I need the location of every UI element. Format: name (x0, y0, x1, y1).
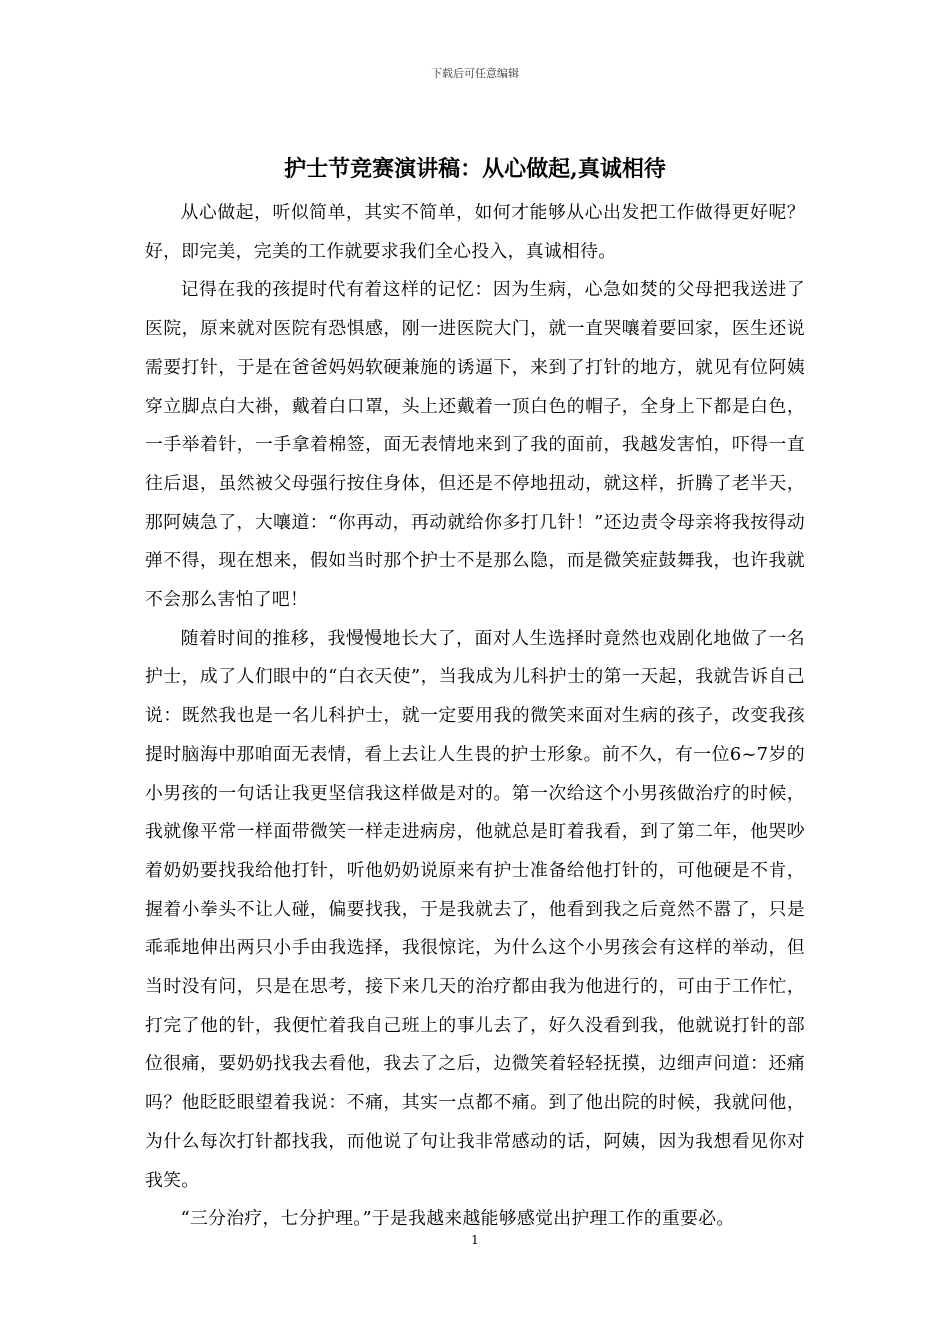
document-title: 护士节竞赛演讲稿：从心做起,真诚相待 (284, 156, 666, 182)
paragraph-4: “三分治疗，七分护理。”于是我越来越能够感觉出护理工作的重要必。 (180, 1208, 735, 1230)
page-header: 下载后可任意编辑 (431, 67, 519, 80)
paragraph-1: 从心做起，听似简单，其实不简单，如何才能够从心出发把工作做得更好呢？好，即完美，完美的工作就要求我们全心投入，真诚相待。 (145, 202, 805, 262)
page-number: 1 (471, 1233, 479, 1247)
document-body (145, 194, 805, 1239)
paragraph-3: 随着时间的推移，我慢慢地长大了，面对人生选择时竟然也戏剧化地做了一名护士，成了人们眼中的“白衣天使”，当我成为儿科护士的第一天起，我就告诉自己说：既然我也是一名儿科护士，就一定要用我的微笑来面对生病的孩子，改变我孩提时脑海中那咱面无表情，看上去让人生畏的护士形象。前不久，有一位6~7岁的小男孩的一句话让我更坚信我这样做是对的。第一次给这个小男孩做治疗的时候，我就像平常一样面带微笑一样走进病房，他就总是盯着我看，到了第二年，他哭吵着奶奶要找我给他打针，听他奶奶说原来有护士准备给他打针的，可他硬是不肯，握着小拳头不让人碰，偏要找我，于是我就去了，他看到我之后竟然不嚣了，只是乖乖地伸出两只小手由我选择，我很惊诧，为什么这个小男孩会有这样的举动，但当时没有问，只是在思考，接下来几天的治疗都由我为他进行的，可由于工作忙，打完了他的针，我便忙着我自己班上的事儿去了，好久没看到我，他就说打针的部位很痛，要奶奶找我去看他，我去了之后，边微笑着轻轻抚摸，边细声问道：还痛吗？他眨眨眼望着我说：不痛，其实一点都不痛。到了他出院的时候，我就问他，为什么每次打针都找我，而他说了句让我非常感动的话，阿姨，因为我想看见你对我笑。 (145, 627, 805, 1191)
paragraph-2: 记得在我的孩提时代有着这样的记忆：因为生病，心急如焚的父母把我送进了医院，原来就对医院有恐惧感，刚一进医院大门，就一直哭嚷着要回家，医生还说需要打针，于是在爸爸妈妈软硬兼施的诱逼下，来到了打针的地方，就见有位阿姨穿立脚点白大褂，戴着白口罩，头上还戴着一顶白色的帽子，全身上下都是白色，一手举着针，一手拿着棉签，面无表情地来到了我的面前，我越发害怕，吓得一直往后退，虽然被父母强行按住身体，但还是不停地扭动，就这样，折腾了老半天，那阿姨急了，大嚷道：“你再动，再动就给你多打几针！”还边责令母亲将我按得动弹不得，现在想来，假如当时那个护士不是那么隐，而是微笑症鼓舞我，也许我就不会那么害怕了吧！ (145, 279, 805, 611)
